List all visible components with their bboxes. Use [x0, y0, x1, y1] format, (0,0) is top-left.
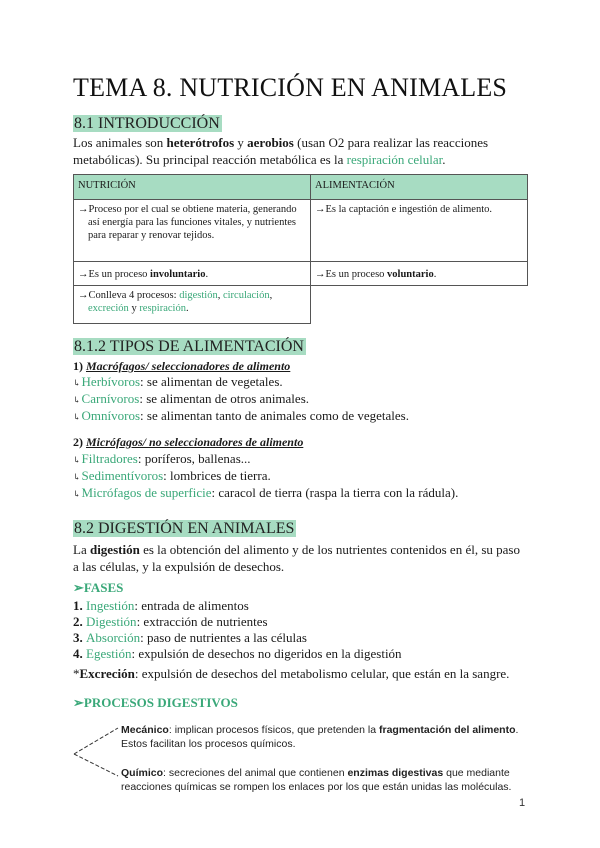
list-item: ↳Omnívoros: se alimentan tanto de animales como de vegetales.	[73, 408, 409, 423]
procesos-heading: ➢PROCESOS DIGESTIVOS	[73, 695, 238, 710]
table-cell: →Proceso por el cual se obtiene materia, generando así energía para las funciones vitales, y nutrientes para reparar y renovar tejidos.	[74, 200, 311, 262]
table-cell-empty	[311, 286, 528, 324]
proceso-quimico: Químico: secreciones del animal que contienen enzimas digestivas que mediante reacciones químicas se rompen los enlaces por los que están unidas las moléculas.	[121, 767, 512, 793]
section-heading-tipos-alimentacion: 8.1.2 TIPOS DE ALIMENTACIÓN	[74, 338, 304, 355]
table-row	[74, 262, 528, 286]
proceso-mecanico: Mecánico: implican procesos físicos, que pretenden la fragmentación del alimento. Estos facilitan los procesos químicos.	[121, 724, 519, 750]
table-header-nutricion: NUTRICIÓN	[74, 175, 311, 200]
list-item: 2. Digestión: extracción de nutrientes	[73, 614, 268, 629]
group-2-list	[73, 451, 458, 502]
digestion-paragraph: La digestión es la obtención del alimento y de los nutrientes contenidos en él, su paso a las células, y la expulsión de desechos.	[73, 542, 520, 574]
nutricion-alimentacion-table	[73, 174, 528, 324]
list-item: ↳Herbívoros: se alimentan de vegetales.	[73, 374, 283, 389]
bracket-lines	[70, 722, 122, 778]
page-number: 1	[519, 797, 526, 809]
table-cell: →Es un proceso involuntario.	[74, 262, 311, 286]
list-item: ↳Carnívoros: se alimentan de otros animales.	[73, 391, 310, 406]
group-1-title: 1) Macrófagos/ seleccionadores de alimento	[73, 359, 291, 373]
table-row	[74, 286, 528, 324]
fases-heading: ➢FASES	[73, 580, 124, 595]
list-item: 4. Egestión: expulsión de desechos no digeridos en la digestión	[73, 646, 402, 661]
table-cell: →Conlleva 4 procesos: digestión, circulación, excreción y respiración.	[74, 286, 311, 324]
table-header-alimentacion: ALIMENTACIÓN	[311, 175, 528, 200]
table-row	[74, 200, 528, 262]
table-cell: →Es la captación e ingestión de alimento.	[311, 200, 528, 262]
list-item: ↳Micrófagos de superficie: caracol de tierra (raspa la tierra con la rádula).	[73, 485, 459, 500]
page-title: TEMA 8. NUTRICIÓN EN ANIMALES	[73, 73, 508, 102]
group-2-title: 2) Micrófagos/ no seleccionadores de alimento	[73, 435, 304, 449]
fases-list	[73, 598, 402, 662]
section-heading-introduccion: 8.1 INTRODUCCIÓN	[74, 115, 220, 132]
section-heading-digestion: 8.2 DIGESTIÓN EN ANIMALES	[74, 520, 295, 537]
table-cell: →Es un proceso voluntario.	[311, 262, 528, 286]
group-1-list	[73, 374, 409, 425]
list-item: 1. Ingestión: entrada de alimentos	[73, 598, 249, 613]
intro-paragraph: Los animales son heterótrofos y aerobios (usan O2 para realizar las reacciones metabólicas). Su principal reacción metabólica es la respiración celular.	[73, 135, 489, 167]
list-item: 3. Absorción: paso de nutrientes a las células	[73, 630, 307, 645]
list-item: ↳Filtradores: poríferos, ballenas...	[73, 451, 251, 466]
excrecion-note: *Excreción: expulsión de desechos del metabolismo celular, que están en la sangre.	[73, 666, 510, 681]
list-item: ↳Sedimentívoros: lombrices de tierra.	[73, 468, 271, 483]
